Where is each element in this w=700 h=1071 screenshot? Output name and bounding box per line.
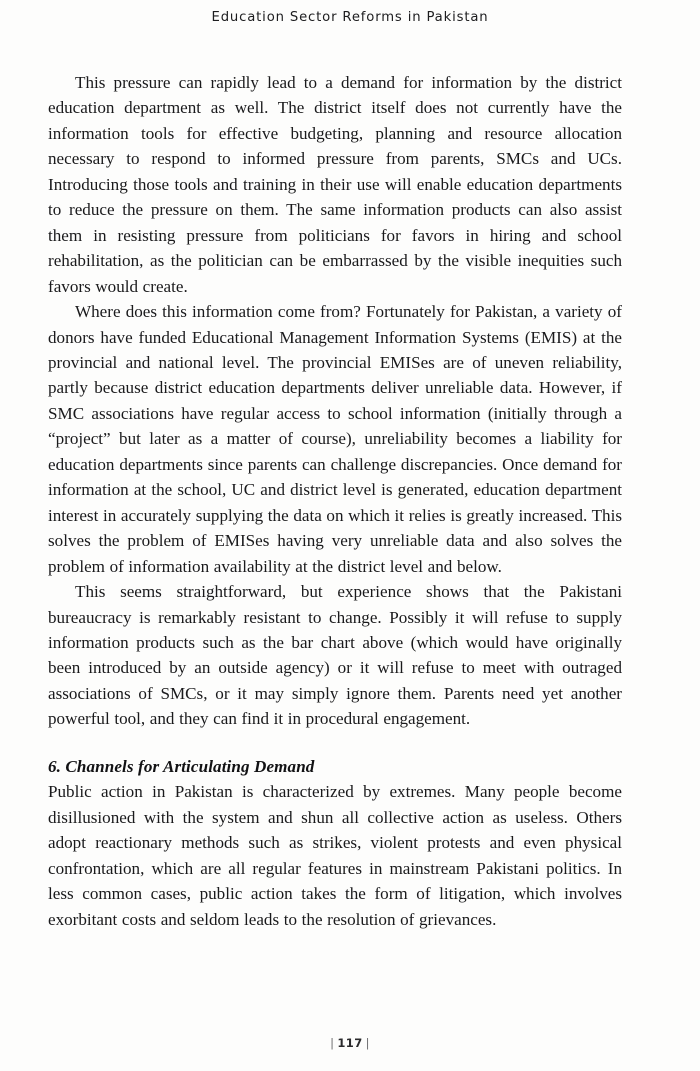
page-folio — [0, 1036, 700, 1050]
text-column — [48, 70, 622, 932]
paragraph-where-information: Where does this information come from? Fortunately for Pakistan, a variety of donors have funded Educational Management Information Systems (EMIS) at the provincial and national level. The provincial EMISes are of uneven reliability, partly because district education departments deliver unreliable data. However, if SMC associations have regular access to school information (initially through a “project” but later as a matter of course), unreliability becomes a liability for education departments since parents can challenge discrepancies. Once demand for information at the school, UC and district level is generated, education department interest in accurately supplying the data on which it relies is greatly increased. This solves the problem of EMISes having very unreliable data and also solves the problem of information availability at the district level and below. — [48, 302, 622, 576]
page-number: 117 — [337, 1036, 363, 1050]
folio-left-rule: | — [330, 1036, 335, 1050]
paragraph-pressure-demand: This pressure can rapidly lead to a demand for information by the district education department as well. The district itself does not currently have the information tools for effective budgeting, planning and resource allocation necessary to respond to informed pressure from parents, SMCs and UCs. Introducing those tools and training in their use will enable education departments to reduce the pressure on them. The same information products can also assist them in resisting pressure from politicians for favors in hiring and school rehabilitation, as the politician can be embarrassed by the visible inequities such favors would create. — [48, 73, 622, 296]
heading-spacer — [48, 732, 622, 754]
section-heading-channels-for-articulating-demand: 6. Channels for Articulating Demand — [48, 756, 315, 776]
folio-right-rule: | — [365, 1036, 370, 1050]
running-head: Education Sector Reforms in Pakistan — [211, 10, 489, 25]
paragraph-bureaucracy-resistant: This seems straightforward, but experience shows that the Pakistani bureaucracy is remarkably resistant to change. Possibly it will refuse to supply information products such as the bar chart above (which would have originally been introduced by an outside agency) or it will refuse to meet with outraged associations of SMCs, or it may simply ignore them. Parents need yet another powerful tool, and they can find it in procedural engagement. — [48, 582, 622, 729]
paragraph-public-action: Public action in Pakistan is characterized by extremes. Many people become disillusioned with the system and shun all collective action as useless. Others adopt reactionary methods such as strikes, violent protests and even physical confrontation, which are all regular features in mainstream Pakistani politics. In less common cases, public action takes the form of litigation, which involves exorbitant costs and seldom leads to the resolution of grievances. — [48, 782, 622, 929]
